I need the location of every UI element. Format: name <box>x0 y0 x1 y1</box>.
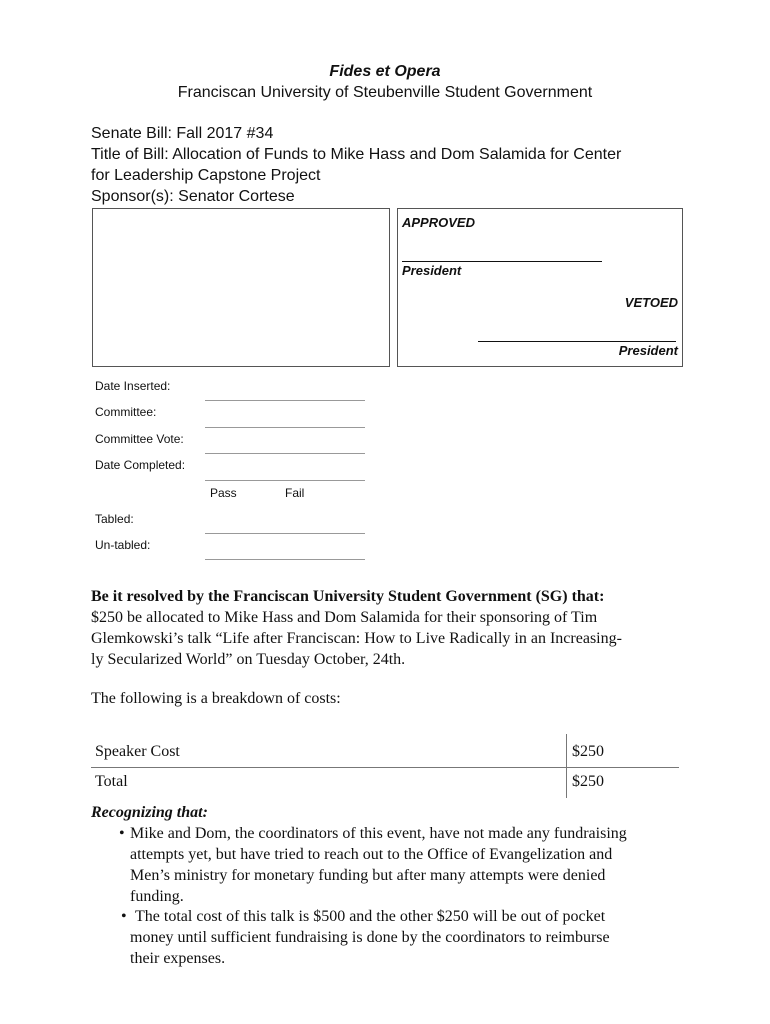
bill-title-line-2: for Leadership Capstone Project <box>91 167 321 184</box>
approved-signature-line <box>402 261 602 262</box>
bullet-2-line-1: The total cost of this talk is $500 and the other $250 will be out of pocket <box>135 908 606 925</box>
approval-box <box>397 208 683 367</box>
vetoed-president-label: President <box>618 343 678 358</box>
bullet-2-line-2: money until sufficient fundraising is done by the coordinators to reimburse <box>130 929 610 946</box>
table-row <box>91 738 679 768</box>
committee-vote-field[interactable] <box>205 453 365 454</box>
bullet-2-marker: • <box>121 908 127 925</box>
vetoed-label: VETOED <box>624 295 678 310</box>
cost-item: Total <box>95 773 128 790</box>
fail-option[interactable]: Fail <box>285 486 305 500</box>
table-column-divider <box>566 734 567 798</box>
breakdown-intro: The following is a breakdown of costs: <box>91 690 341 707</box>
cost-amount: $250 <box>572 773 604 790</box>
date-completed-label: Date Completed: <box>95 458 186 472</box>
recognizing-heading: Recognizing that: <box>91 804 208 821</box>
bill-sponsor: Sponsor(s): Senator Cortese <box>91 188 295 205</box>
committee-label: Committee: <box>95 405 157 419</box>
cost-amount: $250 <box>572 743 604 760</box>
untabled-field[interactable] <box>205 559 365 560</box>
committee-field[interactable] <box>205 427 365 428</box>
bullet-1-marker: • <box>119 825 125 842</box>
resolution-line-2: Glemkowski’s talk “Life after Franciscan: How to Live Radically in an Increasing- <box>91 630 622 647</box>
date-inserted-label: Date Inserted: <box>95 379 171 393</box>
pass-option[interactable]: Pass <box>210 486 237 500</box>
seal-box <box>92 208 390 367</box>
table-row <box>91 768 679 798</box>
bullet-1-line-1: Mike and Dom, the coordinators of this event, have not made any fundraising <box>130 825 627 842</box>
bullet-1-line-3: Men’s ministry for monetary funding but after many attempts were denied <box>130 867 606 884</box>
untabled-label: Un-tabled: <box>95 538 151 552</box>
tabled-field[interactable] <box>205 533 365 534</box>
organization-name: Franciscan University of Steubenville Student Government <box>177 84 593 101</box>
bill-number: Senate Bill: Fall 2017 #34 <box>91 125 274 142</box>
vetoed-signature-line <box>478 341 676 342</box>
bill-title-line-1: Title of Bill: Allocation of Funds to Mike Hass and Dom Salamida for Center <box>91 146 622 163</box>
bullet-1-line-4: funding. <box>130 888 184 905</box>
resolution-line-3: ly Secularized World” on Tuesday October, 24th. <box>91 651 406 668</box>
date-inserted-field[interactable] <box>205 400 365 401</box>
bullet-2-line-3: their expenses. <box>130 950 226 967</box>
motto: Fides et Opera <box>329 63 441 80</box>
approved-label: APPROVED <box>402 215 475 230</box>
resolution-line-1: $250 be allocated to Mike Hass and Dom Salamida for their sponsoring of Tim <box>91 609 598 626</box>
resolution-heading: Be it resolved by the Franciscan University Student Government (SG) that: <box>91 588 605 605</box>
approved-president-label: President <box>402 263 462 278</box>
bullet-1-line-2: attempts yet, but have tried to reach out to the Office of Evangelization and <box>130 846 613 863</box>
committee-vote-label: Committee Vote: <box>95 432 184 446</box>
cost-item: Speaker Cost <box>95 743 180 760</box>
tabled-label: Tabled: <box>95 512 134 526</box>
date-completed-field[interactable] <box>205 480 365 481</box>
